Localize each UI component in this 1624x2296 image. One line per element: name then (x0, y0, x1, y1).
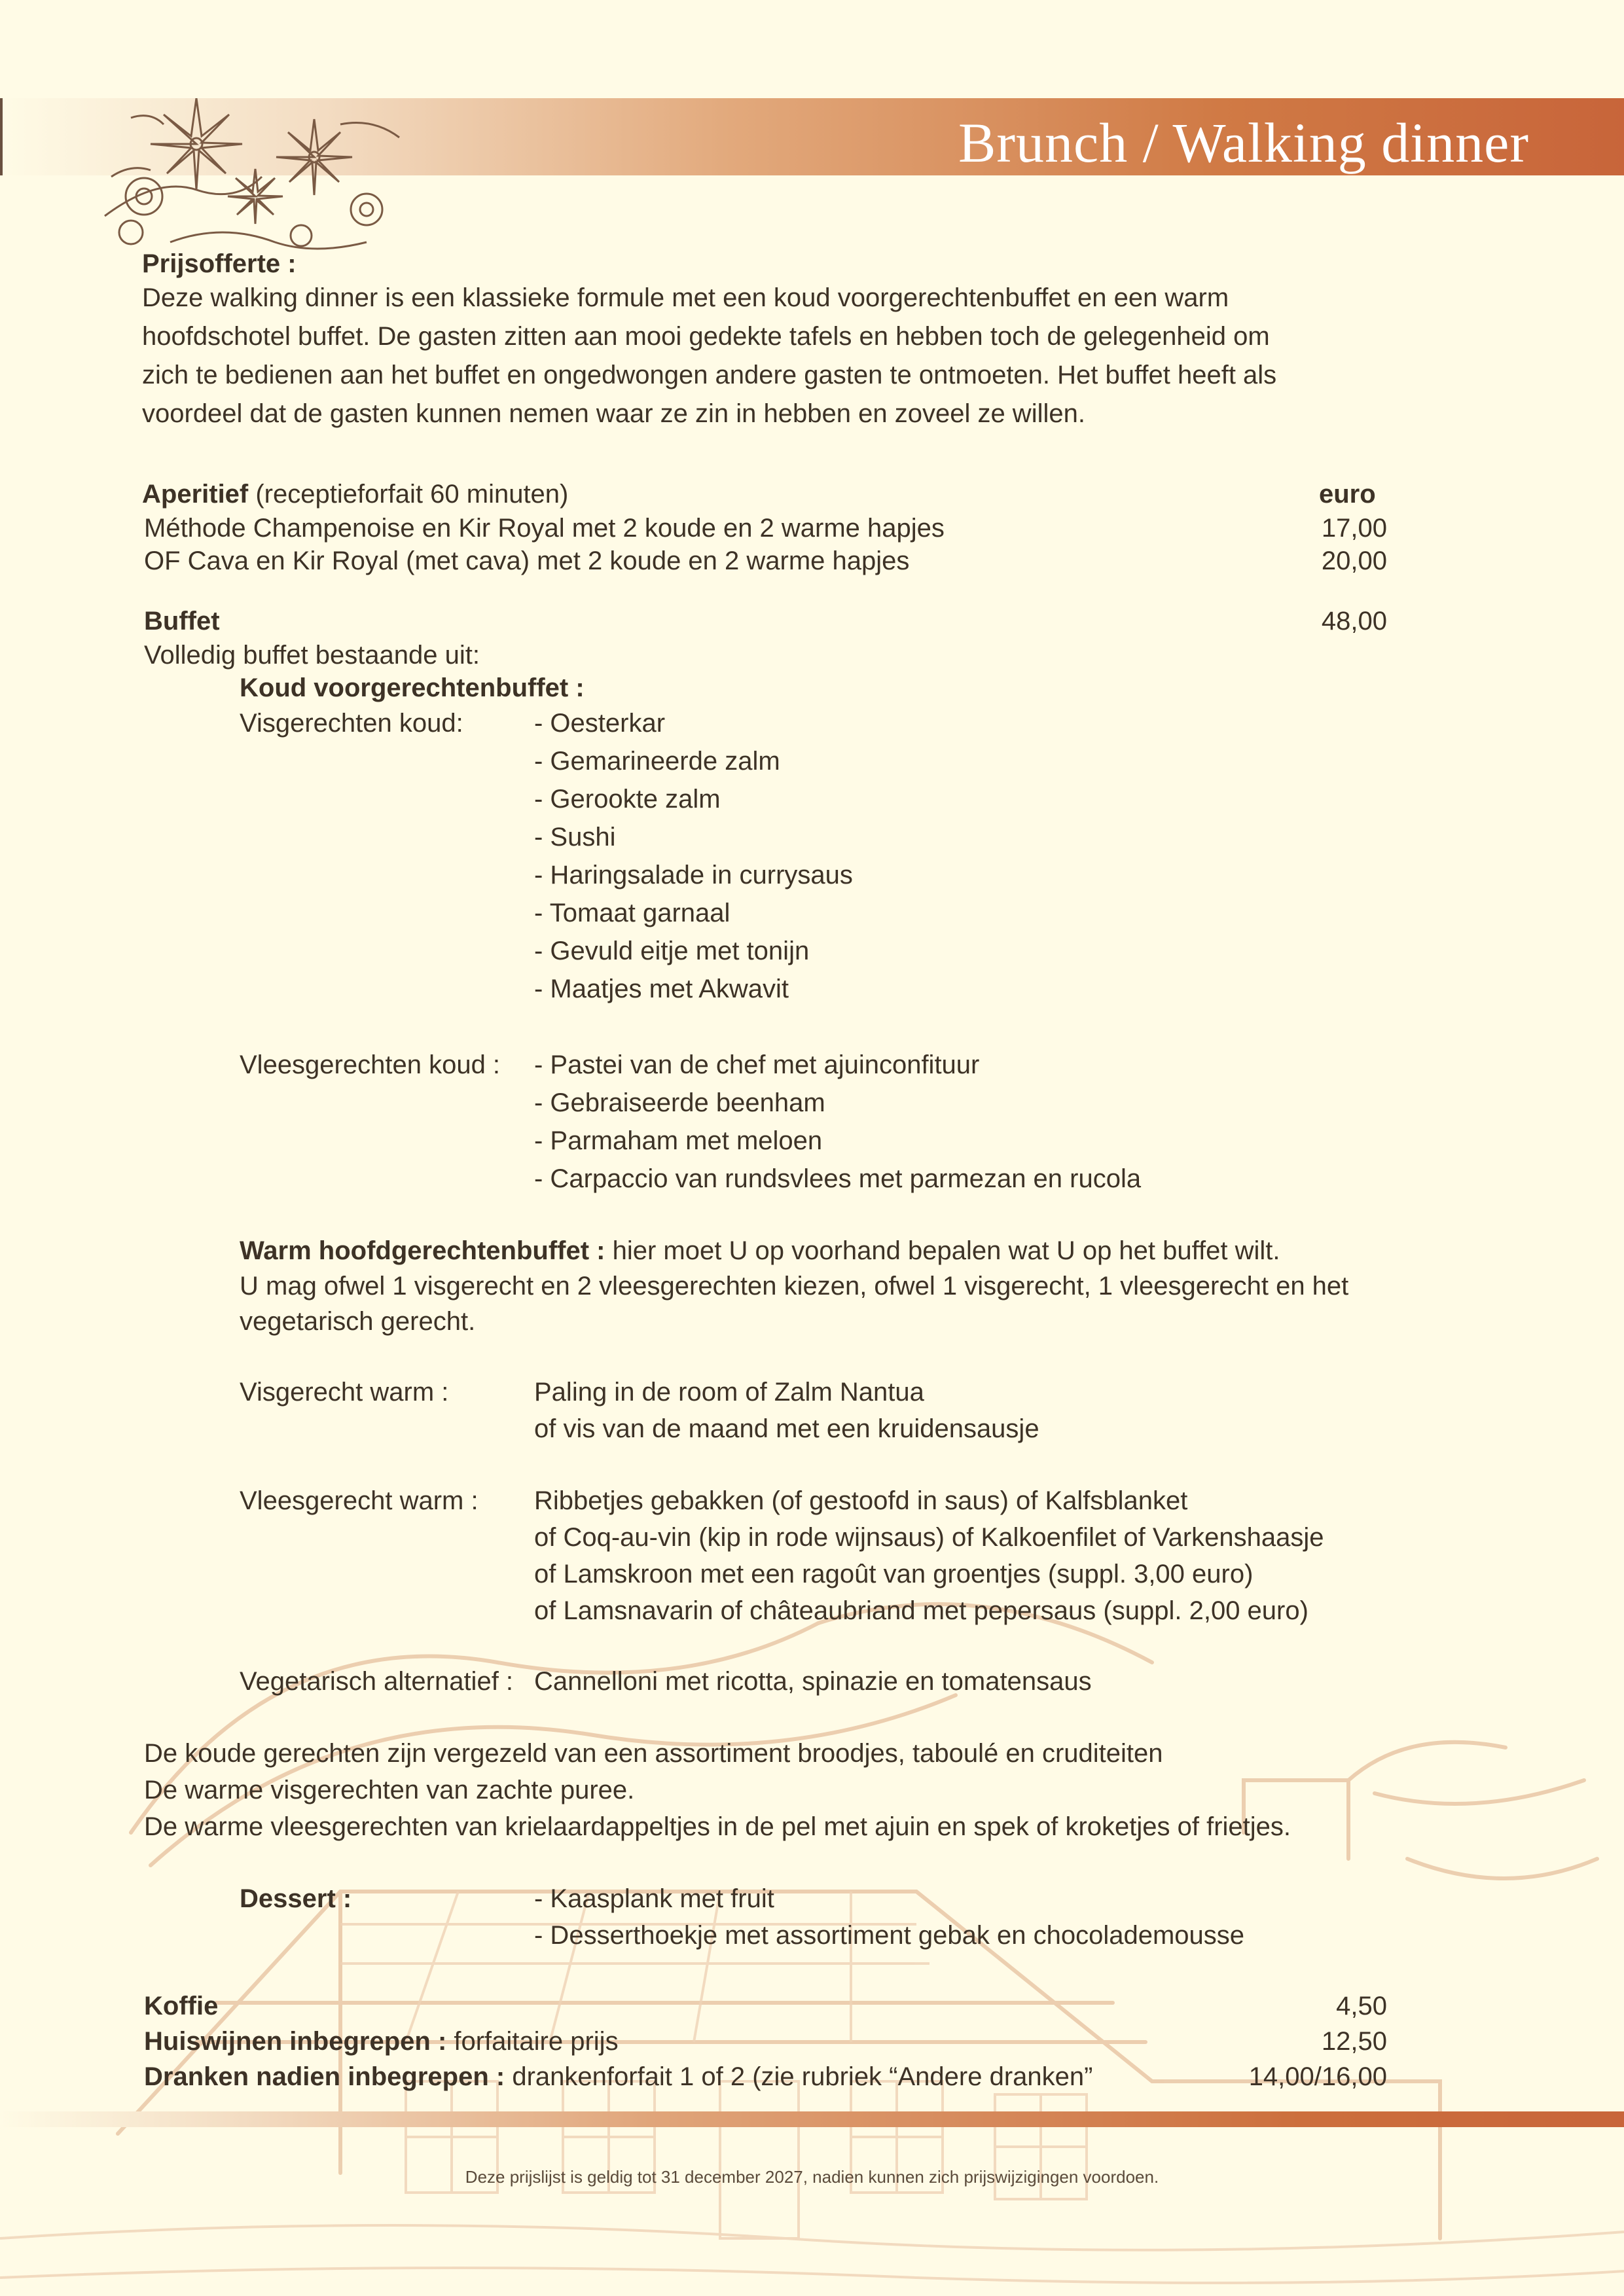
huiswijn-price: 12,50 (1321, 2027, 1387, 2056)
sides-line: De warme visgerechten van zachte puree. (144, 1776, 635, 1804)
meat-warm-label: Vleesgerecht warm : (240, 1486, 478, 1515)
dranken-label: Dranken nadien inbegrepen : (144, 2062, 505, 2091)
aperitief-item-text: Méthode Champenoise en Kir Royal met 2 koude en 2 warme hapjes (144, 514, 945, 543)
koffie-price: 4,50 (1336, 1992, 1387, 2020)
huiswijn-label: Huiswijnen inbegrepen : (144, 2027, 447, 2056)
meat-cold-item: - Parmaham met meloen (534, 1126, 823, 1155)
fish-warm-item: Paling in de room of Zalm Nantua (534, 1378, 924, 1407)
warm-buffet-line: U mag ofwel 1 visgerecht en 2 vleesgerechten kiezen, ofwel 1 visgerecht, 1 vleesgerecht en het (240, 1272, 1349, 1300)
meat-cold-label: Vleesgerechten koud : (240, 1050, 501, 1079)
intro-paragraph (142, 260, 1386, 433)
footer-rule (0, 2111, 1624, 2127)
aperitief-item-price: 17,00 (1321, 514, 1387, 543)
fish-cold-item: - Sushi (534, 823, 616, 852)
veg-label: Vegetarisch alternatief : (240, 1667, 514, 1696)
fish-cold-label: Visgerechten koud: (240, 709, 463, 738)
sides-line: De koude gerechten zijn vergezeld van een assortiment broodjes, taboulé en cruditeiten (144, 1739, 1163, 1768)
meat-warm-item: of Coq-au-vin (kip in rode wijnsaus) of Kalkoenfilet of Varkenshaasje (534, 1523, 1324, 1552)
intro-line: zich te bedienen aan het buffet en ongedwongen andere gasten te ontmoeten. Het buffet heeft als (142, 361, 1277, 389)
meat-warm-item: of Lamsnavarin of châteaubriand met pepersaus (suppl. 2,00 euro) (534, 1596, 1308, 1625)
meat-warm-item: Ribbetjes gebakken (of gestoofd in saus) of Kalfsblanket (534, 1486, 1188, 1515)
aperitief-note: (receptieforfait 60 minuten) (248, 480, 569, 509)
meat-cold-item: - Pastei van de chef met ajuinconfituur (534, 1050, 980, 1079)
buffet-intro: Volledig buffet bestaande uit: (144, 641, 480, 670)
aperitief-header (142, 475, 568, 513)
fish-cold-item: - Gerookte zalm (534, 785, 721, 814)
fish-warm-label: Visgerecht warm : (240, 1378, 449, 1407)
koffie-label: Koffie (144, 1992, 219, 2020)
fish-cold-item: - Gevuld eitje met tonijn (534, 937, 810, 965)
aperitief-label: Aperitief (142, 480, 249, 509)
dranken-line (144, 2058, 1092, 2096)
intro-line: Deze walking dinner is een klassieke formule met een koud voorgerechtenbuffet en een warm (142, 283, 1229, 312)
buffet-price: 48,00 (1321, 607, 1387, 636)
cold-buffet-title: Koud voorgerechtenbuffet : (240, 673, 585, 702)
fish-cold-item: - Oesterkar (534, 709, 666, 738)
fish-cold-item: - Haringsalade in currysaus (534, 861, 853, 889)
huiswijn-line (144, 2022, 619, 2060)
dessert-item: - Kaasplank met fruit (534, 1884, 774, 1913)
warm-buffet-heading (240, 1232, 1280, 1270)
intro-heading: Prijsofferte : (142, 249, 297, 278)
sides-line: De warme vleesgerechten van krielaardappeltjes in de pel met ajuin en spek of kroketjes of frietjes. (144, 1812, 1291, 1841)
warm-buffet-line: vegetarisch gerecht. (240, 1307, 476, 1336)
currency-label: euro (1319, 480, 1376, 509)
aperitief-item-text: OF Cava en Kir Royal (met cava) met 2 koude en 2 warme hapjes (144, 547, 910, 575)
fish-cold-item: - Tomaat garnaal (534, 899, 731, 927)
fish-cold-item: - Gemarineerde zalm (534, 747, 780, 776)
dranken-note: drankenforfait 1 of 2 (zie rubriek “Andere dranken” (505, 2062, 1093, 2091)
meat-warm-item: of Lamskroon met een ragoût van groentjes (suppl. 3,00 euro) (534, 1560, 1254, 1588)
fish-warm-item: of vis van de maand met een kruidensausje (534, 1414, 1039, 1443)
dessert-item: - Desserthoekje met assortiment gebak en chocolademousse (534, 1921, 1244, 1950)
veg-item: Cannelloni met ricotta, spinazie en tomatensaus (534, 1667, 1092, 1696)
dessert-label: Dessert : (240, 1884, 352, 1913)
warm-buffet-text: hier moet U op voorhand bepalen wat U op het buffet wilt. (605, 1236, 1280, 1265)
aperitief-item-price: 20,00 (1321, 547, 1387, 575)
warm-buffet-title: Warm hoofdgerechtenbuffet : (240, 1236, 605, 1265)
footer-note: Deze prijslijst is geldig tot 31 december 2027, nadien kunnen zich prijswijzigingen voordoen. (465, 2167, 1159, 2187)
huiswijn-note: forfaitaire prijs (446, 2027, 619, 2056)
intro-line: voordeel dat de gasten kunnen nemen waar ze zin in hebben en zoveel ze willen. (142, 399, 1085, 428)
intro-line: hoofdschotel buffet. De gasten zitten aan mooi gedekte tafels en hebben toch de gelegenheid om (142, 322, 1270, 351)
meat-cold-item: - Carpaccio van rundsvlees met parmezan en rucola (534, 1164, 1142, 1193)
fish-cold-item: - Maatjes met Akwavit (534, 975, 789, 1003)
buffet-label: Buffet (144, 607, 220, 636)
dranken-price: 14,00/16,00 (1248, 2062, 1387, 2091)
page-title: Brunch / Walking dinner (958, 111, 1529, 174)
meat-cold-item: - Gebraiseerde beenham (534, 1088, 825, 1117)
